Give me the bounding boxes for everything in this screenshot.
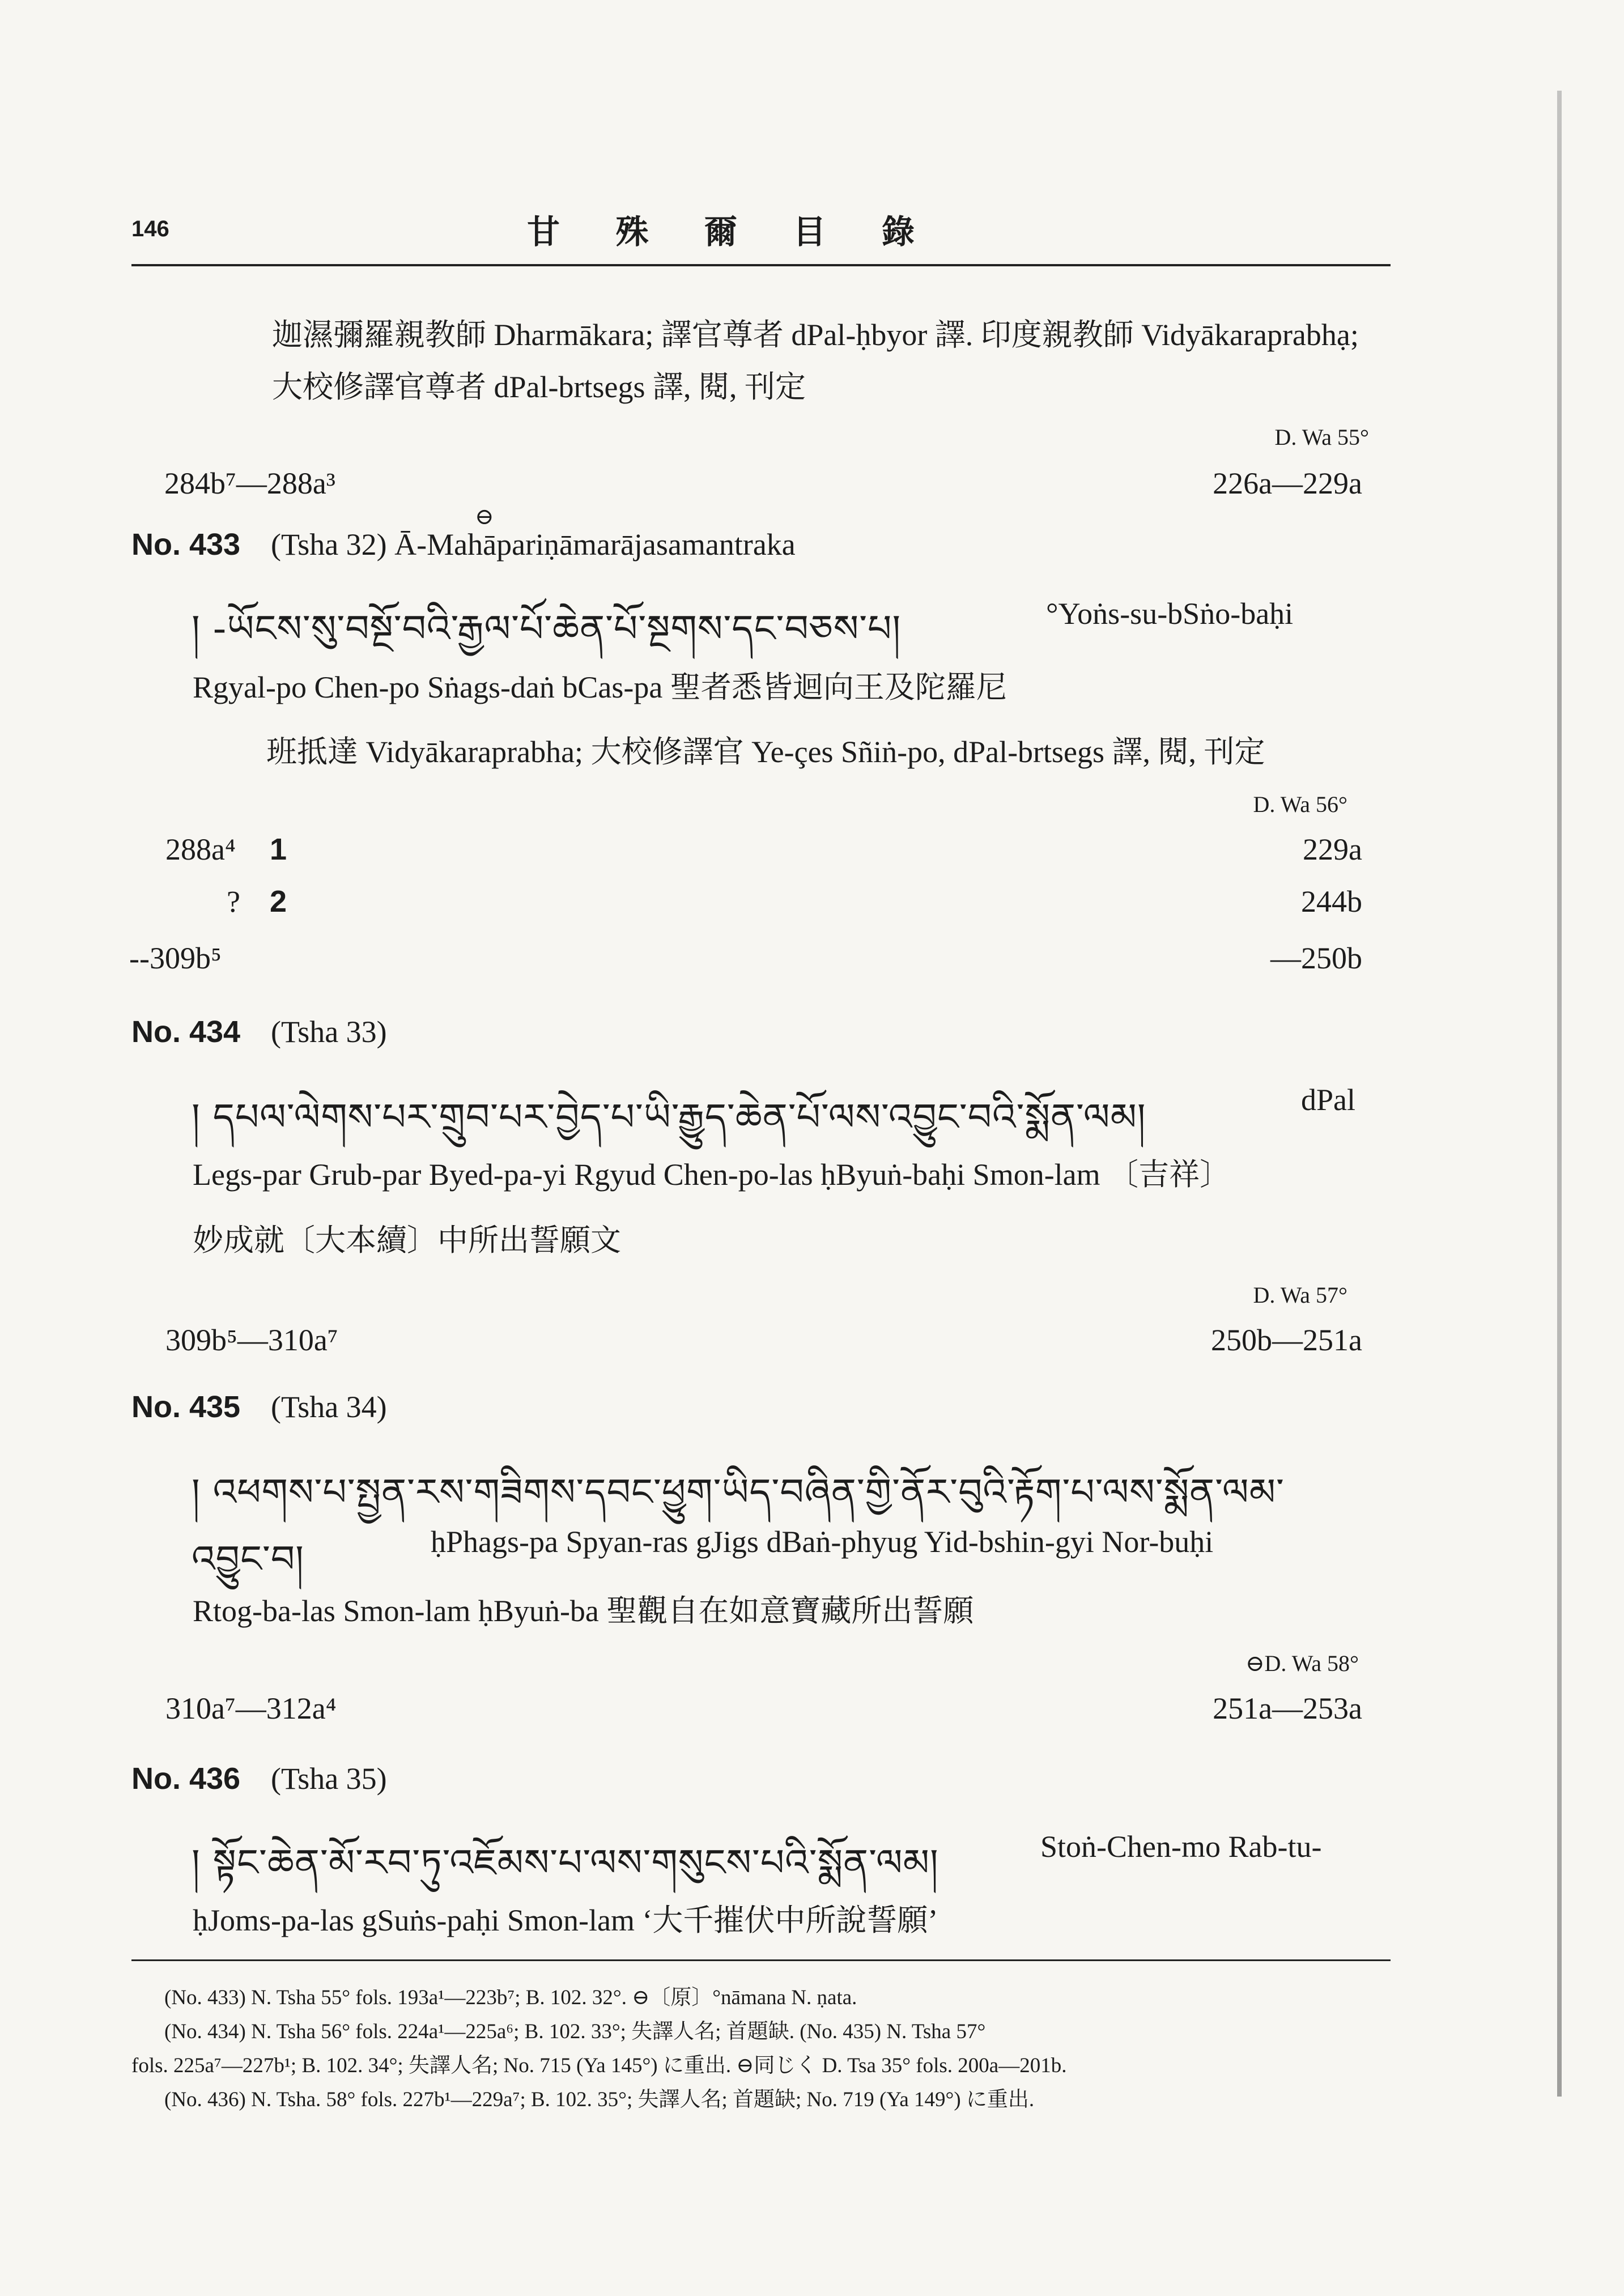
derge-ref: D. Wa 56° <box>1253 792 1347 817</box>
transliteration: ḥJoms-pa-las gSuṅs-paḥi Smon-lam ‘大千摧伏中所說誓願’ <box>193 1903 938 1937</box>
tibetan-title: ། དཔལ་ལེགས་པར་གྲུབ་པར་བྱེད་པ་ཡི་རྒྱུད་ཆེན་པོ་ལས་འབྱུང་བའི་སྨོན་ལམ། <box>192 1095 1146 1139</box>
derge-ref: D. Wa 55° <box>1274 424 1369 450</box>
tibetan-title: ། -ཡོངས་སུ་བསྔོ་བའི་རྒྱལ་པོ་ཆེན་པོ་སྔགས་དང་བཅས་པ། <box>192 607 902 650</box>
entry-heading: (Tsha 35) <box>271 1762 387 1796</box>
entry-number: No. 436 <box>131 1762 241 1796</box>
tibetan-title: འབྱུང་བ། <box>192 1537 304 1581</box>
entry-number: No. 433 <box>131 528 241 562</box>
derge-ref: D. Wa 57° <box>1253 1282 1347 1308</box>
entry-heading: (Tsha 34) <box>271 1390 387 1424</box>
folio-right: —250b <box>1270 941 1362 975</box>
folio-right: 250b—251a <box>1211 1323 1362 1357</box>
page-title: 甘 殊 爾 目 錄 <box>527 214 939 250</box>
transliteration: Legs-par Grub-par Byed-pa-yi Rgyud Chen-po-las ḥByuṅ-baḥi Smon-lam 〔吉祥〕 <box>193 1158 1231 1192</box>
entry-number: No. 434 <box>131 1015 241 1049</box>
transliteration: Rgyal-po Chen-po Sṅags-daṅ bCas-pa 聖者悉皆迴向王及陀羅尼 <box>193 670 1007 704</box>
translator-line: 班抵達 Vidyākaraprabha; 大校修譯官 Ye-çes Sñiṅ-po, dPal-brtsegs 譯, 閱, 刊定 <box>266 735 1265 769</box>
footnote-line: fols. 225a⁷—227b¹; B. 102. 34°; 失譯人名; No. 715 (Ya 145°) に重出. ⊖同じく D. Tsa 35° fols. 200a—201b. <box>131 2054 1067 2077</box>
transliteration: Rtog-ba-las Smon-lam ḥByuṅ-ba 聖觀自在如意寶藏所出誓願 <box>193 1594 974 1628</box>
folio-right: 226a—229a <box>1213 466 1362 500</box>
entry-heading: (Tsha 32) Ā-Mahāpariṇāmarājasamantraka <box>271 528 796 562</box>
transliteration: dPal <box>1301 1083 1356 1117</box>
folio-left: 310a⁷—312a⁴ <box>165 1691 337 1725</box>
folio-left: 284b⁷—288a³ <box>164 466 335 500</box>
folio-left: ? <box>227 885 240 919</box>
transliteration: °Yoṅs-su-bSṅo-baḥi <box>1046 597 1294 631</box>
folio-right: 251a—253a <box>1213 1691 1362 1725</box>
tibetan-title: ། འཕགས་པ་སྤྱན་རས་གཟིགས་དབང་ཕྱུག་ཡིད་བཞིན་གྱི་ནོར་བུའི་རྟོག་པ་ལས་སྨོན་ལམ་ <box>192 1470 1285 1514</box>
derge-ref: ⊖D. Wa 58° <box>1245 1651 1359 1676</box>
folio-right: 229a <box>1303 832 1362 866</box>
folio-right: 244b <box>1301 885 1362 919</box>
tibetan-title: ། སྟོང་ཆེན་མོ་རབ་ཏུ་འཇོམས་པ་ལས་གསུངས་པའི་སྨོན་ལམ། <box>192 1841 939 1885</box>
chinese-title: 妙成就〔大本續〕中所出誓願文 <box>193 1223 621 1257</box>
binding-edge <box>1557 91 1562 2097</box>
footnote-line: (No. 436) N. Tsha. 58° fols. 227b¹—229a⁷; B. 102. 35°; 失譯人名; 首題缺; No. 719 (Ya 149°) に重出. <box>164 2088 1035 2111</box>
footnote-rule <box>131 1959 1391 1961</box>
folio-left: 288a⁴ <box>165 832 236 866</box>
text-line: 迦濕彌羅親教師 Dharmākara; 譯官尊者 dPal-ḥbyor 譯. 印度親教師 Vidyākaraprabhạ; <box>272 318 1359 352</box>
transliteration: Stoṅ-Chen-mo Rab-tu- <box>1040 1830 1322 1864</box>
text-line: 大校修譯官尊者 dPal-brtsegs 譯, 閱, 刊定 <box>272 370 806 404</box>
header-rule <box>131 264 1391 266</box>
note-mark: ⊖ <box>475 504 494 529</box>
entry-number: No. 435 <box>131 1390 241 1424</box>
footnote-line: (No. 433) N. Tsha 55° fols. 193a¹—223b⁷; B. 102. 32°. ⊖〔原〕°nāmana N. ṇata. <box>164 1986 857 2009</box>
volume-index: 1 <box>270 832 287 866</box>
folio-left: --309b⁵ <box>129 941 222 975</box>
page-number: 146 <box>131 216 169 241</box>
volume-index: 2 <box>270 885 287 919</box>
footnote-line: (No. 434) N. Tsha 56° fols. 224a¹—225a⁶; B. 102. 33°; 失譯人名; 首題缺. (No. 435) N. Tsha 57° <box>164 2020 986 2043</box>
entry-heading: (Tsha 33) <box>271 1015 387 1049</box>
transliteration: ḥPhags-pa Spyan-ras gJigs dBaṅ-phyug Yid-bshin-gyi Nor-buḥi <box>431 1525 1214 1559</box>
folio-left: 309b⁵—310a⁷ <box>165 1323 338 1357</box>
